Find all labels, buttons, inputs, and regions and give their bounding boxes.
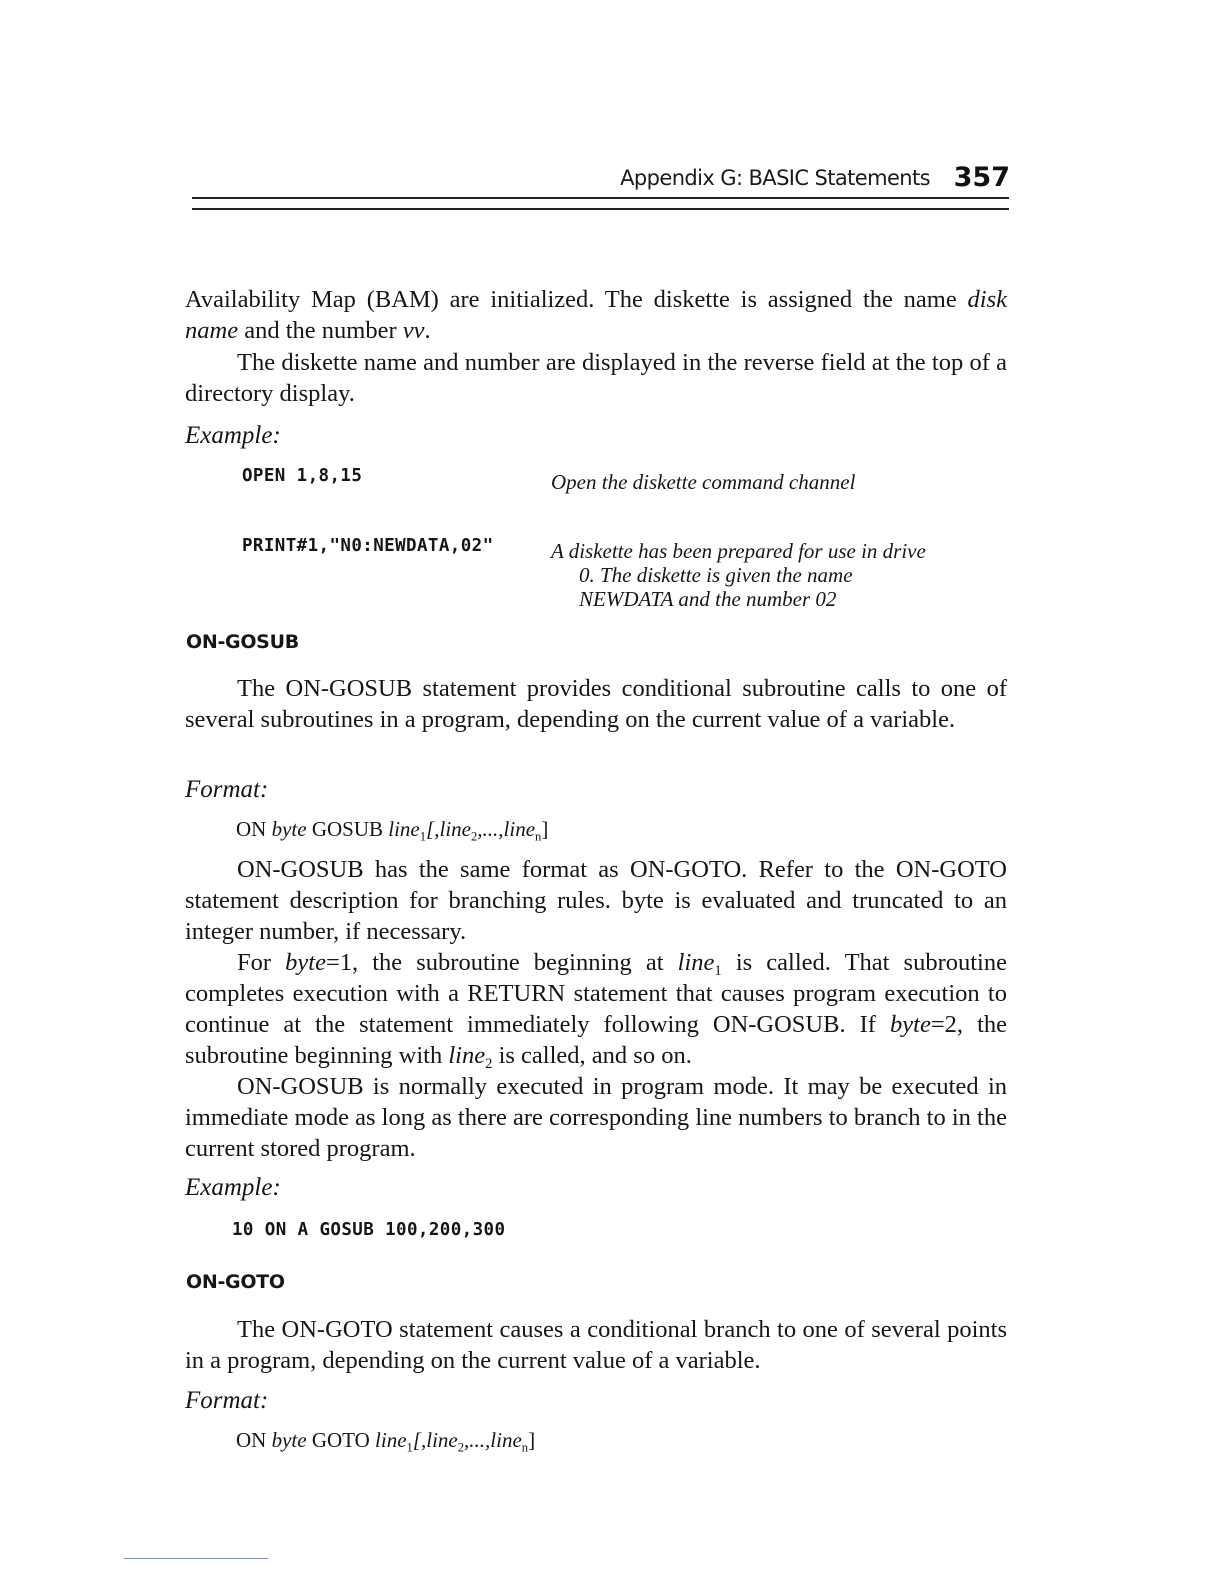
on-gosub-paragraph-2: For byte=1, the subroutine beginning at line$_1$ is called. That subroutine completes execution with a RETURN statement that causes program execution to continue at the statement immediately following ON-GOSUB. If byte=2, the subroutine beginning with line$_2$ is called, and so on.: [185, 949, 1007, 1073]
on-gosub-paragraph-1: ON-GOSUB has the same format as ON-GOTO. Refer to the ON-GOTO statement description for branching rules. byte is evaluated and truncated to an integer number, if necessary.: [185, 856, 1007, 945]
format-label-2: Format:: [185, 1387, 269, 1414]
header-rule-top: [192, 197, 1009, 199]
code-line-print: PRINT#1,"N0:NEWDATA,02": [242, 536, 494, 556]
example-label: Example:: [185, 422, 281, 449]
example-label-2: Example:: [185, 1174, 281, 1201]
code-comment-print: A diskette has been prepared for use in drive 0. The diskette is given the name NEWDATA and the number 02: [551, 539, 926, 611]
code-comment-open: Open the diskette command channel: [551, 470, 856, 494]
page-number: 357: [953, 162, 1010, 193]
intro-paragraph-2: The diskette name and number are displayed in the reverse field at the top of a directory display.: [185, 349, 1007, 407]
on-gosub-intro: The ON-GOSUB statement provides conditional subroutine calls to one of several subroutines in a program, depending on the current value of a variable.: [185, 675, 1007, 733]
intro-paragraph-1: Availability Map (BAM) are initialized. The diskette is assigned the name disk name and the number vv.: [185, 286, 1007, 344]
scan-edge-mark: [124, 1558, 268, 1559]
on-goto-format: ON byte GOTO line$_1$[,line$_2$,...,line$_n$]: [236, 1428, 536, 1455]
on-goto-intro: The ON-GOTO statement causes a conditional branch to one of several points in a program, depending on the current value of a variable.: [185, 1316, 1007, 1374]
running-header-title: Appendix G: BASIC Statements: [620, 166, 930, 190]
code-line-on-gosub: 10 ON A GOSUB 100,200,300: [232, 1220, 506, 1240]
on-gosub-paragraph-3: ON-GOSUB is normally executed in program mode. It may be executed in immediate mode as long as there are corresponding line numbers to branch to in the current stored program.: [185, 1073, 1007, 1162]
on-gosub-format: ON byte GOSUB line$_1$[,line$_2$,...,line$_n$]: [236, 817, 549, 844]
section-heading-on-gosub: ON-GOSUB: [186, 631, 299, 653]
code-line-open: OPEN 1,8,15: [242, 466, 363, 486]
section-heading-on-goto: ON-GOTO: [186, 1271, 285, 1293]
header-rule-bottom: [192, 208, 1009, 210]
format-label: Format:: [185, 776, 269, 803]
